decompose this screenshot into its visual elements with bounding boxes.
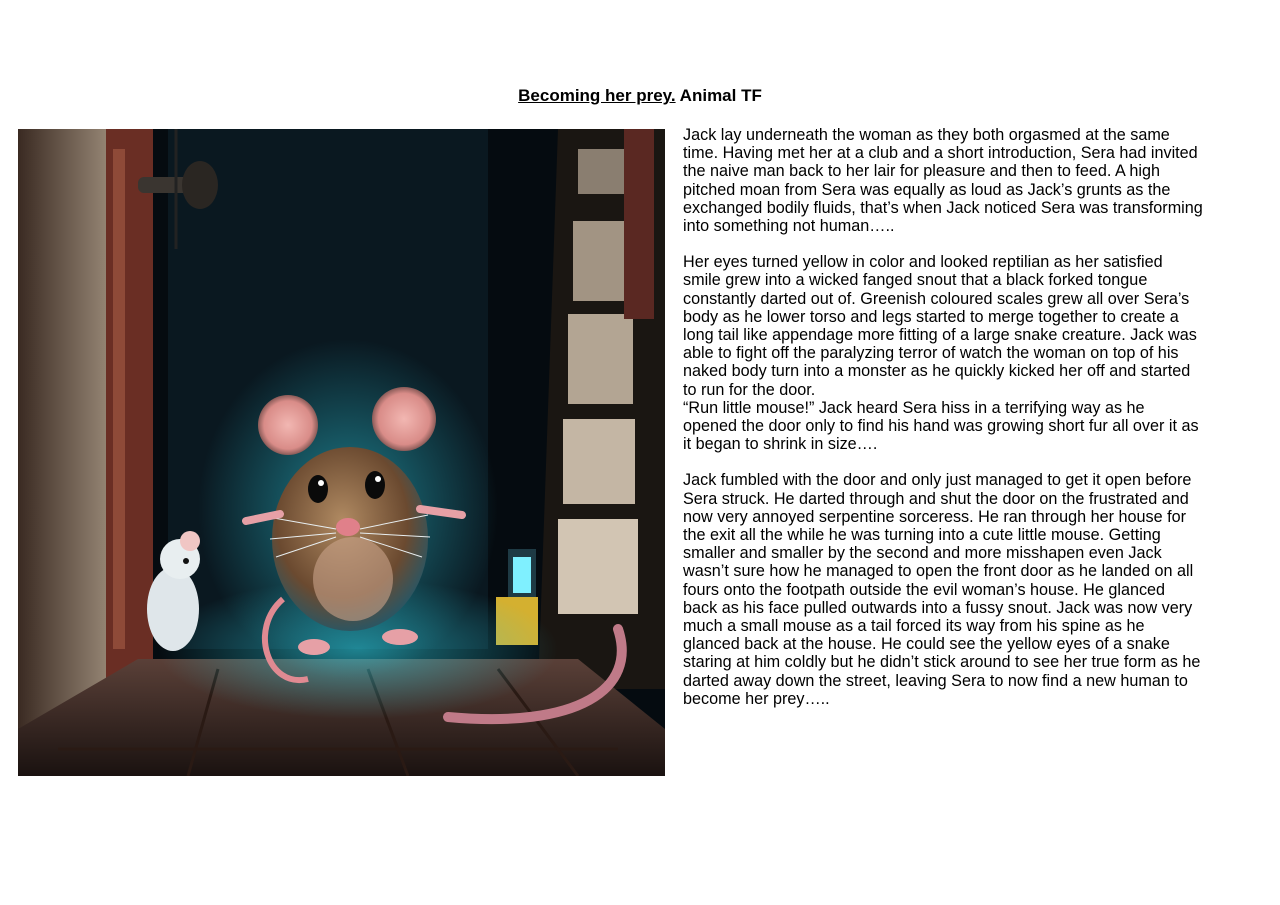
mouse-right-eye: [365, 471, 385, 499]
eye-highlight: [375, 476, 381, 482]
story-title: [0, 86, 1280, 106]
mouse-nose: [336, 518, 360, 536]
stone-block: [558, 519, 638, 614]
stone-block: [563, 419, 635, 504]
mouse-illustration: [18, 129, 665, 776]
mouse-left-eye: [308, 475, 328, 503]
mouse-right-ear: [372, 387, 436, 451]
stone-block: [573, 221, 628, 301]
mouse-right-foot: [382, 629, 418, 645]
story-paragraph: “Run little mouse!” Jack heard Sera hiss in a terrifying way as he opened the door only to find his hand was growing short fur all over it as it began to shrink in size….: [683, 398, 1199, 454]
story-title-underlined: Becoming her prey.: [518, 86, 676, 105]
lantern-light: [513, 557, 531, 593]
left-wall: [18, 129, 113, 729]
white-mouse-eye: [183, 558, 189, 564]
white-mouse-ear: [180, 531, 200, 551]
door-knob-icon: [182, 161, 218, 209]
white-mouse-body: [147, 567, 199, 651]
story-title-genre: Animal TF: [675, 86, 762, 105]
story-paragraph: Jack fumbled with the door and only just managed to get it open before Sera struck. He darted through and shut the door on the frustrated and now very annoyed serpentine sorceress. He ran through her house for the exit all the while he was turning into a cute little mouse. Getting smaller and smaller by the second and more misshapen even Jack wasn’t sure how he managed to open the front door as he landed on all fours onto the footpath outside the evil woman’s house. He glanced back as his face pulled outwards into a fussy snout. Jack was now very much a small mouse as a tail forced its way from his spine as he glanced back at the house. He could see the yellow eyes of a snake staring at him coldly but he didn’t stick around to see her true form as he darted away down the street, leaving Sera to now find a new human to become her prey…..: [683, 471, 1201, 708]
story-paragraph: Jack lay underneath the woman as they both orgasmed at the same time. Having met her at a club and a short introduction, Sera had invited the naive man back to her lair for pleasure and then to feed. A high pitched moan from Sera was equally as loud as Jack’s grunts as the exchanged bodily fluids, that’s when Jack noticed Sera was transforming into something not human…..: [683, 126, 1203, 236]
eye-highlight: [318, 480, 324, 486]
mouse-left-foot: [298, 639, 330, 655]
stone-block: [568, 314, 633, 404]
story-text: [683, 126, 1203, 726]
mouse-belly: [313, 537, 393, 621]
door-panel: [113, 149, 125, 649]
story-paragraph: Her eyes turned yellow in color and looked reptilian as her satisfied smile grew into a wicked fanged snout that a black forked tongue constantly darted out of. Greenish coloured scales grew all over Sera’s body as he lower torso and legs started to merge together to create a long tail like appendage more fitting of a large snake creature. Jack was able to fight off the paralyzing terror of watch the woman on top of his naked body turn into a monster as he quickly kicked her off and started to run for the door.: [683, 253, 1197, 399]
mouse-left-ear: [258, 395, 318, 455]
wood-beam: [624, 129, 654, 319]
stone-block: [578, 149, 628, 194]
